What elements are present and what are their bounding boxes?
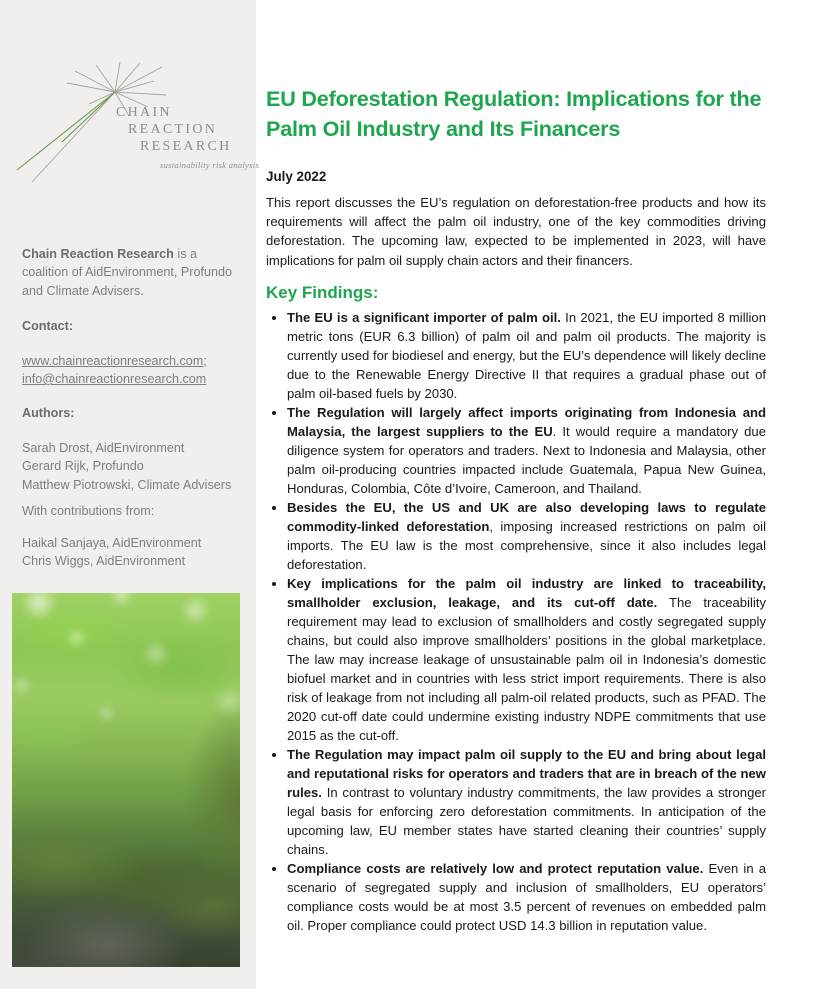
finding-item [287,498,766,574]
logo-line: REACTION [128,122,218,137]
finding-item [287,403,766,498]
finding-body: . It would require a mandatory due diligence system for operators and traders. Next to Indonesia and Malaysia, other palm oil-producing countries impacted include Guatemala, Papua New Guinea, Honduras, Colombia, Côte d’Ivoire, Cameroon, and Thailand. [287,423,766,496]
finding-item [287,745,766,859]
website-link[interactable]: www.chainreactionresearch.com; [22,353,207,368]
intro-paragraph: This report discusses the EU’s regulation on deforestation-free products and how its requirements will affect the palm oil industry, one of the key commodities driving deforestation. The upcoming law, expected to be implemented in 2023, will have implications for palm oil supply chain actors and their financers. [266,195,766,268]
key-findings-list [266,308,766,935]
finding-lead: The Regulation will largely affect imports originating from Indonesia and Malaysia, the largest suppliers to the EU [287,404,766,439]
authors-list [22,439,238,495]
finding-lead: The Regulation may impact palm oil supply to the EU and bring about legal and reputational risks for operators and traders that are in breach of the new rules. [287,746,766,800]
contact-label: Contact: [22,318,74,333]
author: Matthew Piotrowski, Climate Advisers [22,477,232,492]
finding-lead: The EU is a significant importer of palm oil. [287,309,561,325]
about-rest: is a coalition of AidEnvironment, Profundo and Climate Advisers. [22,246,233,298]
page-title: EU Deforestation Regulation: Implications for the Palm Oil Industry and Its Financers [266,86,762,141]
finding-lead: Besides the EU, the US and UK are also developing laws to regulate commodity-linked deforestation [287,499,766,534]
email-link[interactable]: info@chainreactionresearch.com [22,372,207,387]
contributor: Chris Wiggs, AidEnvironment [22,554,186,569]
sidebar [0,0,260,989]
crr-logo [12,62,260,190]
contributions-label: With contributions from: [22,503,155,518]
logo-tagline: sustainability risk analysis [160,160,260,170]
finding-lead: Key implications for the palm oil industry are linked to traceability, smallholder exclusion, leakage, and its cut-off date. [287,575,766,610]
finding-body: In contrast to voluntary industry commitments, the law provides a stronger legal basis for enforcing zero deforestation commitments. In anticipation of the upcoming law, EU member states have started cleaning their countries’ supply chains. [287,784,766,857]
finding-item [287,308,766,403]
contributors-list [22,534,238,571]
logo-line: CHAIN [116,105,172,120]
forest-photo-image [12,593,240,967]
finding-body: The traceability requirement may lead to exclusion of smallholders and costly segregated supply chains, but could also improve smallholders’ positions in the global marketplace. The law may increase leakage of unsustainable palm oil in Indonesia’s domestic biofuel market and in countries with less strict import requirements. There is also risk of leakage from not including all palm-oil related products, such as PFAD. The 2020 cut-off date could undermine existing industry NDPE commitments that use 2015 as the cut-off. [287,594,766,743]
report-date: July 2022 [266,169,327,184]
finding-body: , imposing increased restrictions on palm oil imports. The EU law is the most comprehensive, since it also includes legal deforestation. [287,518,766,572]
author: Gerard Rijk, Profundo [22,459,144,474]
finding-item [287,574,766,745]
author: Sarah Drost, AidEnvironment [22,440,185,455]
key-findings-heading: Key Findings: [266,282,379,302]
finding-lead: Compliance costs are relatively low and protect reputation value. [287,860,704,876]
about-bold: Chain Reaction Research [22,246,174,261]
logo-wordmark [116,104,259,174]
finding-body: Even in a scenario of segregated supply and inclusion of smallholders, EU operators’ compliance costs would be at most 3.5 percent of revenues on embedded palm oil. Proper compliance could protect USD 14.3 billion in reputation value. [287,860,766,933]
finding-body: In 2021, the EU imported 8 million metric tons (EUR 6.3 billion) of palm oil and palm oil products. The majority is currently used for biodiesel and energy, but the EU’s dependence will likely decline due to the Renewable Energy Directive II that requires a gradual phase out of palm oil-based fuels by 2030. [287,309,766,401]
forest-photo [12,593,240,967]
contributor: Haikal Sanjaya, AidEnvironment [22,535,202,550]
about-text [22,245,238,301]
contact-links [22,352,238,389]
logo-line: RESEARCH [140,139,232,154]
finding-item [287,859,766,935]
authors-label: Authors: [22,405,75,420]
report-content [266,0,766,935]
